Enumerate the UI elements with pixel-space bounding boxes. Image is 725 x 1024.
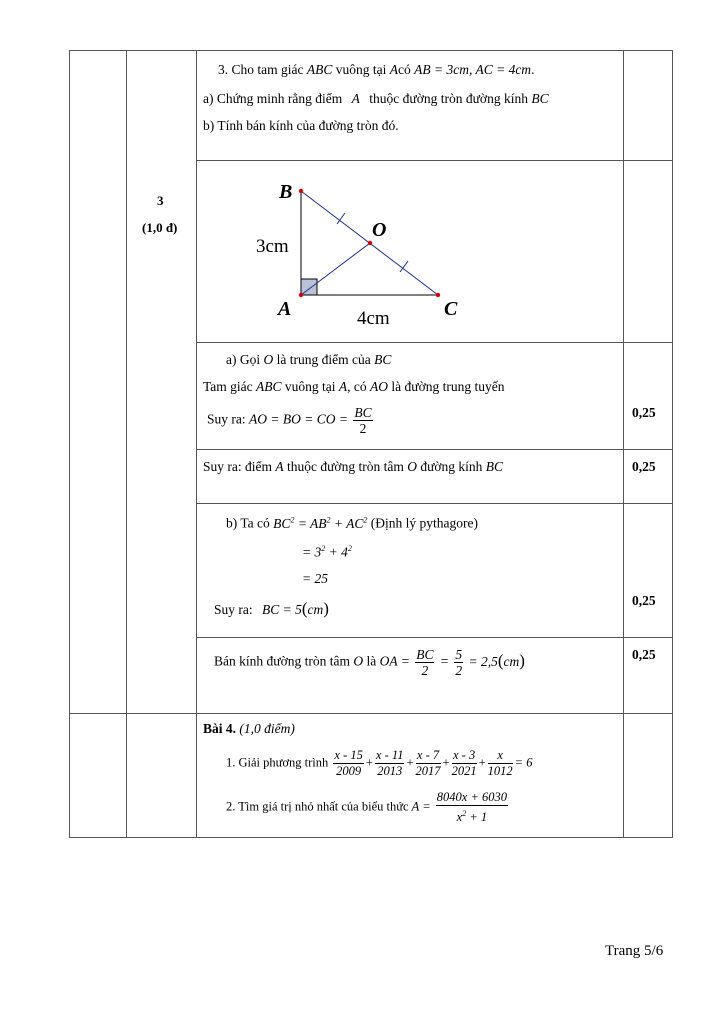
problem4-question2: 2. Tìm giá trị nhỏ nhất của biểu thức A = $\frac{8040x + 6030}{x^2 + 1}$ [226, 790, 508, 825]
col-divider-1 [126, 50, 127, 838]
problem-points: (1,0 đ) [142, 220, 178, 235]
problem3-statement-part-b: b) Tính bán kính của đường tròn đó. [203, 118, 399, 133]
solution-b-line2: = $3^2 + 4^2$ [302, 544, 352, 560]
tick-mark-BO [337, 213, 345, 224]
table-border-right [672, 50, 673, 838]
label-A: A [278, 298, 292, 320]
row-divider-4 [196, 503, 673, 504]
table-border-bottom [69, 837, 673, 838]
solution-b-line3: = 25 [302, 571, 328, 586]
solution-a-line1: a) Gọi O là trung điểm của BC [226, 352, 392, 367]
col-divider-3 [623, 50, 624, 838]
problem4-title: Bài 4. (1,0 điểm) [203, 721, 295, 736]
solution-a-line2: Tam giác ABC vuông tại A, có AO là đường trung tuyến [203, 379, 505, 394]
point-C [436, 293, 440, 297]
row-divider-1 [196, 160, 673, 161]
row-divider-3 [196, 449, 673, 450]
median-AO [301, 243, 370, 295]
problem-number: 3 [157, 193, 164, 208]
score-2: 0,25 [632, 459, 656, 474]
problem3-statement-part-a: a) Chứng minh rằng điểm A thuộc đường tròn đường kính BC [203, 91, 549, 106]
label-O: O [372, 219, 387, 241]
score-3: 0,25 [632, 593, 656, 608]
label-4cm: 4cm [357, 308, 390, 329]
point-A [299, 293, 303, 297]
label-C: C [444, 298, 458, 320]
solution-b-line4: Suy ra: BC = 5(cm) [214, 599, 329, 618]
solution-b-line1: b) Ta có $BC^2 = AB^2 + AC^2$ (Định lý pythagore) [226, 515, 479, 531]
solution-b-line5: Bán kính đường tròn tâm O là OA = $\frac{BC}{2}$ = $\frac{5}{2}$ = 2,5(cm) [214, 647, 525, 678]
point-B [299, 189, 303, 193]
solution-a-line4: Suy ra: điểm A thuộc đường tròn tâm O đường kính BC [203, 459, 504, 474]
table-border-top [69, 50, 673, 51]
triangle-figure [250, 170, 480, 335]
label-B: B [279, 181, 293, 203]
problem4-question1: 1. Giải phương trình $\frac{x - 15}{2009}$ + $\frac{x - 11}{2013}$ + $\frac{x - 7}{2017}$ + $\frac{x - 3}{2021}$ + $\frac{x}{1012}$ = 6 [226, 748, 533, 778]
solution-a-line3: Suy ra: AO = BO = CO = $\frac{BC}{2}$ [207, 405, 372, 436]
page-number: Trang 5/6 [605, 943, 664, 959]
score-4: 0,25 [632, 647, 656, 662]
row-divider-5 [196, 637, 673, 638]
row-divider-6 [69, 713, 673, 714]
col-divider-2 [196, 50, 197, 838]
score-1: 0,25 [632, 405, 656, 420]
row-divider-2 [196, 342, 673, 343]
problem3-statement-line1: 3. Cho tam giác ABC vuông tại Acó AB = 3cm, AC = 4cm. [218, 62, 535, 77]
label-3cm: 3cm [256, 236, 289, 257]
point-O [368, 241, 372, 245]
table-border-left [69, 50, 70, 838]
